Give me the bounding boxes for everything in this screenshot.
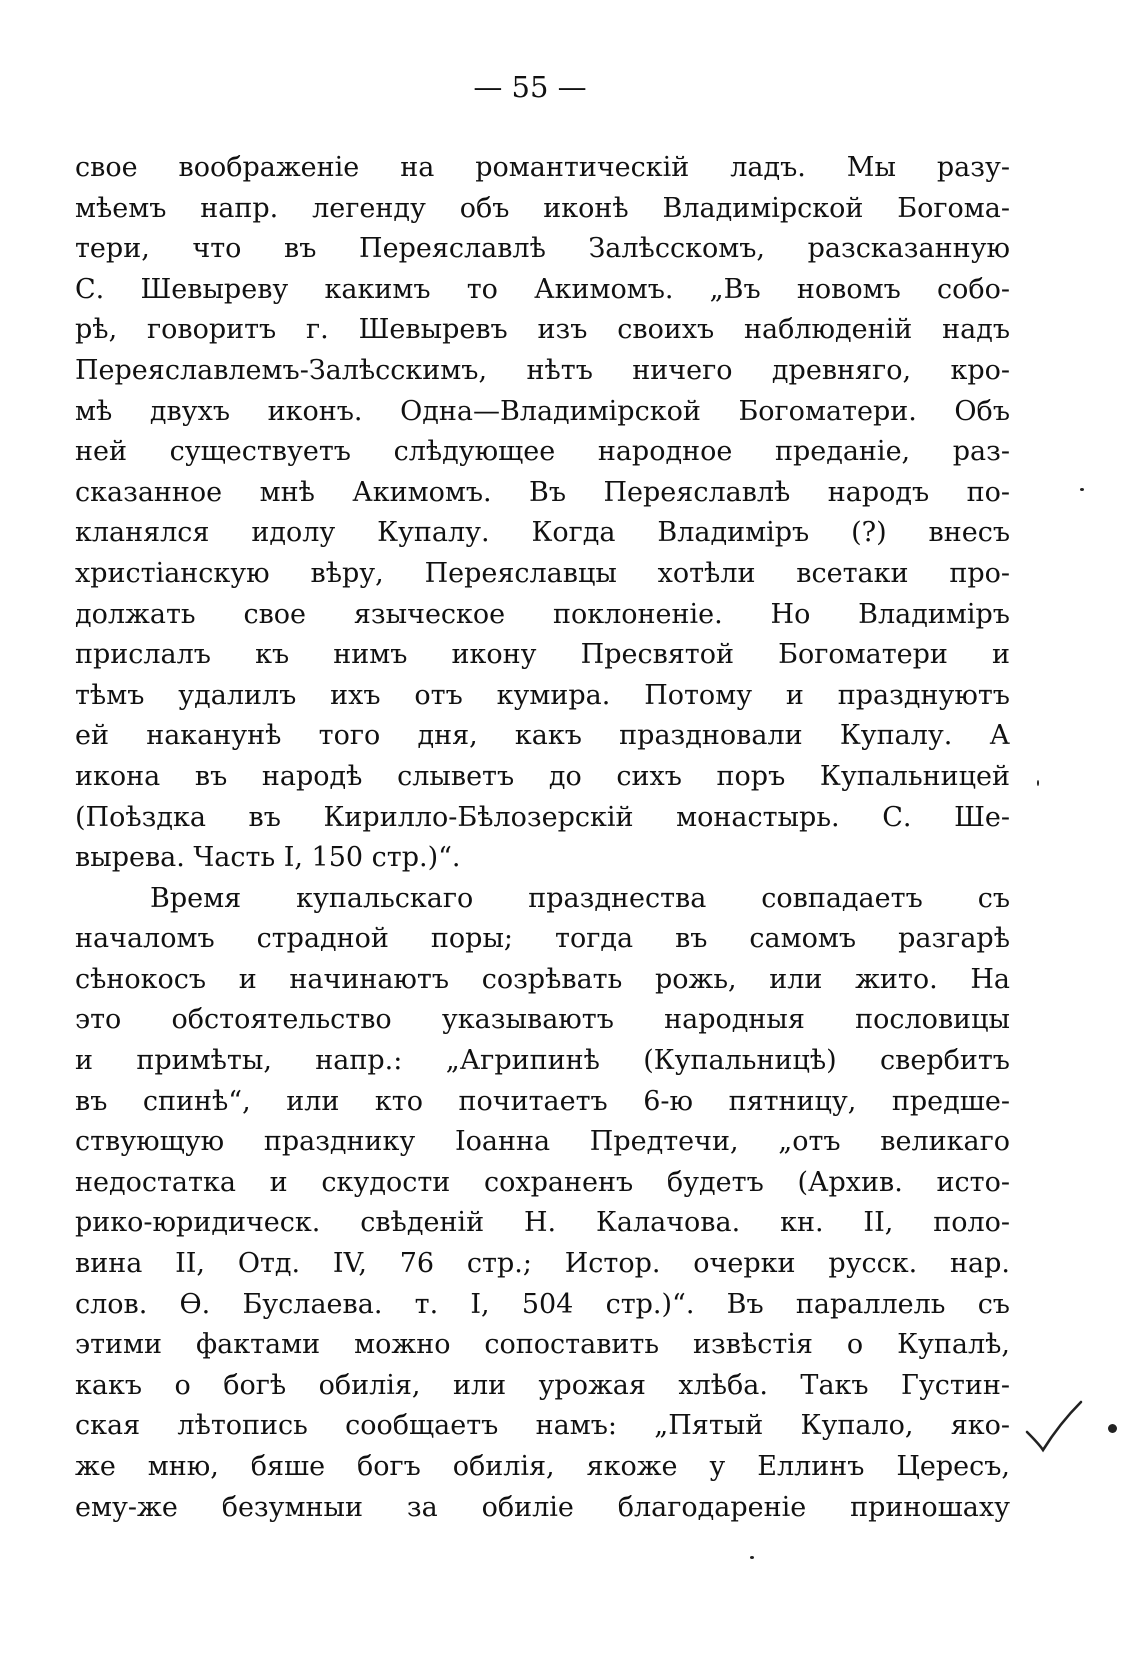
text-line: же мню, бяше богъ обилiя, якоже у Еллинъ Цересъ, bbox=[75, 1451, 1010, 1482]
text-line: тѣмъ удалилъ ихъ отъ кумира. Потому и празднуютъ bbox=[75, 679, 1010, 711]
text-line: слов. Ѳ. Буслаева. т. I, 504 стр.)“. Въ параллель съ bbox=[75, 1288, 1010, 1320]
text-line: прислалъ къ нимъ икону Пресвятой Богоматери и bbox=[75, 639, 1010, 671]
text-line: мѣ двухъ иконъ. Одна—Владимiрской Богоматери. Объ bbox=[75, 395, 1010, 427]
text-line: должать свое языческое поклоненiе. Но Владимiръ bbox=[75, 598, 1010, 630]
text-line: Время купальскаго празднества совпадаетъ съ bbox=[150, 882, 1010, 914]
ink-speck bbox=[1080, 488, 1084, 491]
ink-speck bbox=[750, 1556, 754, 1559]
text-line: Переяславлемъ-Залѣсскимъ, нѣтъ ничего древняго, кро- bbox=[75, 354, 1010, 386]
text-line: рѣ, говоритъ г. Шевыревъ изъ своихъ наблюденiй надъ bbox=[75, 314, 1010, 346]
text-line: икона въ народѣ слыветъ до сихъ поръ Купальницей bbox=[75, 760, 1010, 792]
ink-speck bbox=[1037, 780, 1039, 786]
paragraph-2 bbox=[75, 879, 1010, 1529]
text-line: вина II, Отд. IV, 76 стр.; Истор. очерки русск. нар. bbox=[75, 1248, 1010, 1280]
text-line: свое воображенie на романтическiй ладъ. Мы разу- bbox=[75, 152, 1010, 183]
text-line: ская лѣтопись сообщаетъ намъ: „Пятый Купало, яко- bbox=[75, 1410, 1010, 1442]
text-line: ей наканунѣ того дня, какъ праздновали Купалу. А bbox=[75, 720, 1010, 752]
text-line: С. Шевыреву какимъ то Акимомъ. „Въ новомъ собо- bbox=[75, 273, 1010, 305]
text-line: это обстоятельство указываютъ народныя пословицы bbox=[75, 1004, 1010, 1036]
text-line: какъ о богѣ обилiя, или урожая хлѣба. Такъ Густин- bbox=[75, 1369, 1010, 1401]
ink-dot bbox=[1108, 1424, 1117, 1433]
checkmark-icon bbox=[1025, 1398, 1095, 1458]
text-line: вырева. Часть I, 150 стр.)“. bbox=[75, 842, 461, 874]
text-line: и примѣты, напр.: „Агрипинѣ (Купальницѣ) свербитъ bbox=[75, 1045, 1010, 1077]
text-line: рико-юридическ. свѣденiй Н. Калачова. кн. II, поло- bbox=[75, 1207, 1010, 1239]
text-line: ствующую празднику Iоанна Предтечи, „отъ великаго bbox=[75, 1126, 1010, 1158]
body-text bbox=[75, 148, 1010, 1528]
text-line: ней существуетъ слѣдующее народное преданiе, раз- bbox=[75, 436, 1010, 468]
text-line: (Поѣздка въ Кирилло-Бѣлозерскiй монастырь. С. Ше- bbox=[75, 801, 1010, 833]
paragraph-1 bbox=[75, 148, 1010, 879]
text-line: недостатка и скудости сохраненъ будетъ (Архив. исто- bbox=[75, 1166, 1010, 1198]
page-number: — 55 — bbox=[473, 70, 587, 104]
text-line: христiанскую вѣру, Переяславцы хотѣли всетаки про- bbox=[75, 557, 1010, 589]
text-line: началомъ страдной поры; тогда въ самомъ разгарѣ bbox=[75, 923, 1010, 955]
text-line: сѣнокосъ и начинаютъ созрѣвать рожь, или жито. На bbox=[75, 963, 1010, 995]
text-line: сказанное мнѣ Акимомъ. Въ Переяславлѣ народъ по- bbox=[75, 476, 1010, 508]
text-line: тери, что въ Переяславлѣ Залѣсскомъ, разсказанную bbox=[75, 233, 1010, 265]
text-line: въ спинѣ“, или кто почитаетъ 6-ю пятницу, предше- bbox=[75, 1085, 1010, 1117]
text-line: кланялся идолу Купалу. Когда Владимiръ (?) внесъ bbox=[75, 517, 1010, 549]
text-line: мѣемъ напр. легенду объ иконѣ Владимiрской Богома- bbox=[75, 192, 1010, 224]
text-line: этими фактами можно сопоставить извѣстiя о Купалѣ, bbox=[75, 1329, 1010, 1361]
text-line: ему-же безумныи за обилiе благодаренiе приношаху bbox=[75, 1491, 1010, 1523]
